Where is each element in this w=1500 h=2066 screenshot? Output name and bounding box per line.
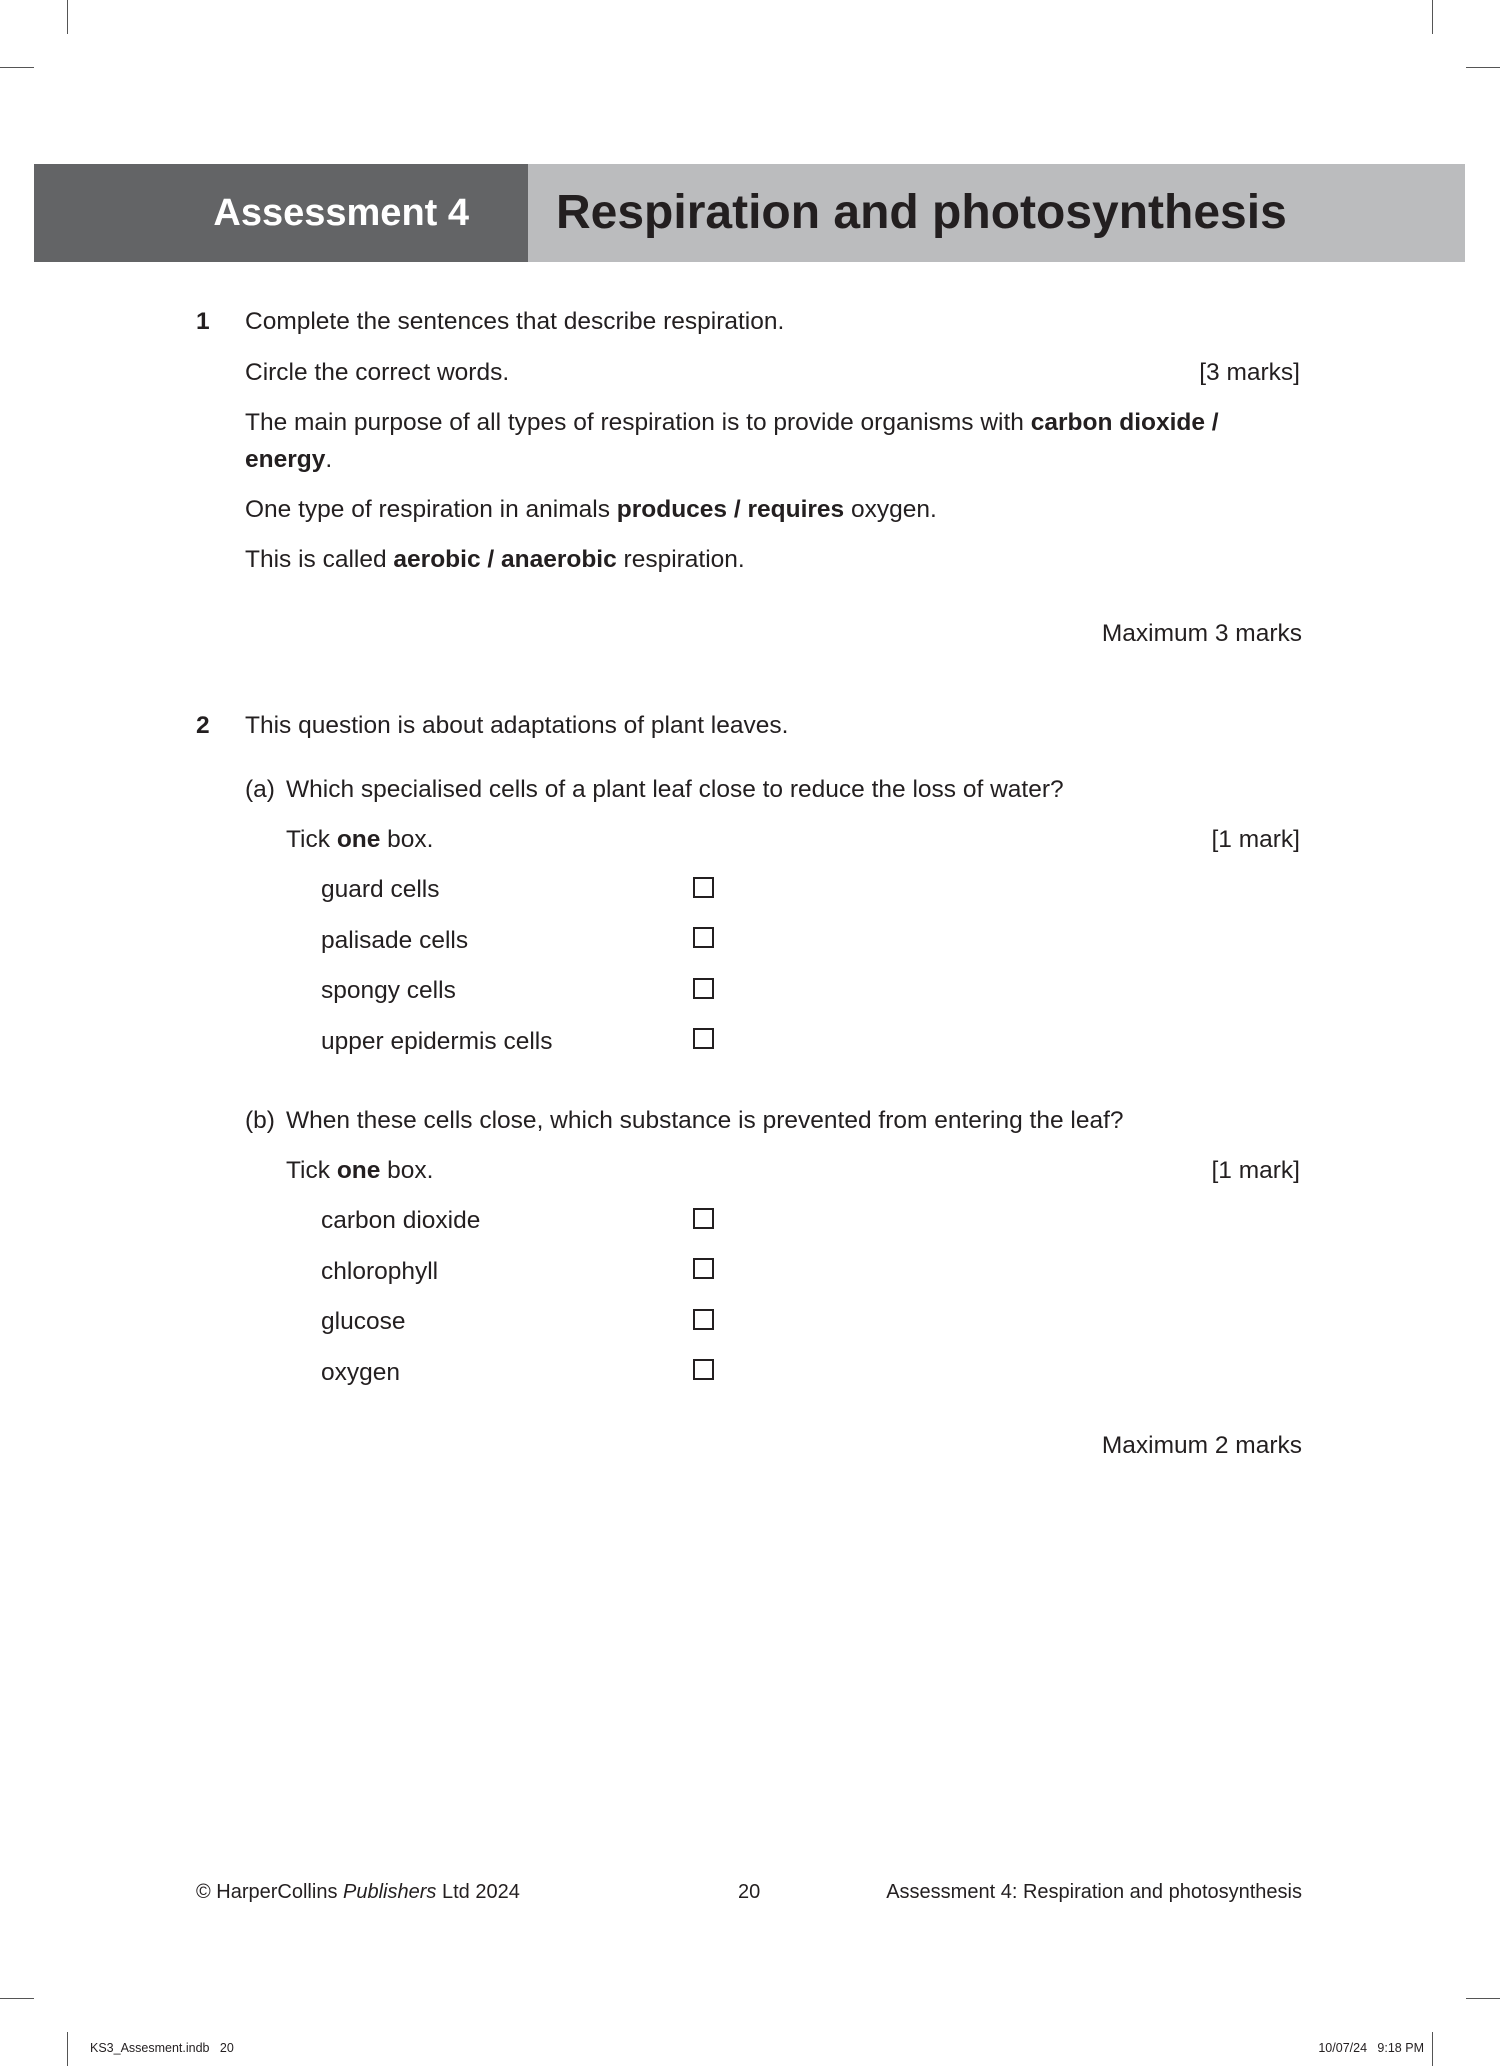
assessment-label: Assessment 4 xyxy=(213,192,469,234)
option-guard-cells: guard cells xyxy=(321,876,440,903)
instruction-text: box. xyxy=(380,826,434,853)
option-chlorophyll: chlorophyll xyxy=(321,1258,439,1285)
crop-mark xyxy=(0,67,34,68)
part-b-tick-instruction xyxy=(286,1155,434,1187)
slug-timestamp: 10/07/24 9:18 PM xyxy=(1318,2041,1424,2055)
assessment-header xyxy=(34,164,1465,262)
crop-mark xyxy=(67,2032,68,2066)
instruction-text: Tick xyxy=(286,826,337,853)
part-a-question: Which specialised cells of a plant leaf close to reduce the loss of water? xyxy=(286,776,1064,803)
part-a-label: (a) xyxy=(245,776,275,803)
part-b-marks: [1 mark] xyxy=(1211,1157,1300,1184)
option-carbon-dioxide: carbon dioxide xyxy=(321,1207,481,1234)
header-title-panel xyxy=(528,164,1465,262)
page-number: 20 xyxy=(738,1881,761,1903)
question-1-sentence-2 xyxy=(245,494,937,526)
slug-filename: KS3_Assesment.indb 20 xyxy=(90,2041,234,2055)
instruction-text: box. xyxy=(380,1157,434,1184)
option-spongy-cells: spongy cells xyxy=(321,977,456,1004)
answer-options-produces-requires[interactable]: produces / requires xyxy=(616,496,845,523)
header-label-panel xyxy=(34,164,528,262)
sentence-text: One type of respiration in animals xyxy=(245,496,617,523)
sentence-text: The main purpose of all types of respiration is to provide organisms with xyxy=(245,409,1031,436)
question-1-number: 1 xyxy=(196,308,210,335)
crop-mark xyxy=(1466,1998,1500,1999)
instruction-text: Tick xyxy=(286,1157,337,1184)
copyright-publishers: Publishers xyxy=(343,1881,437,1903)
answer-options-aerobic-anaerobic[interactable]: aerobic / anaerobic xyxy=(393,546,617,573)
question-1-maximum-marks: Maximum 3 marks xyxy=(1101,620,1302,647)
part-a-tick-instruction xyxy=(286,824,434,856)
part-b-label: (b) xyxy=(245,1107,275,1134)
option-palisade-cells: palisade cells xyxy=(321,927,469,954)
copyright-text: © HarperCollins xyxy=(196,1881,344,1903)
page-title: Respiration and photosynthesis xyxy=(556,186,1287,239)
question-2-number: 2 xyxy=(196,712,210,739)
crop-mark xyxy=(1432,0,1433,34)
checkbox-oxygen[interactable] xyxy=(693,1359,714,1380)
option-oxygen: oxygen xyxy=(321,1359,401,1386)
checkbox-palisade-cells[interactable] xyxy=(693,927,714,948)
option-glucose: glucose xyxy=(321,1308,406,1335)
part-b-question: When these cells close, which substance is prevented from entering the leaf? xyxy=(286,1107,1124,1134)
crop-mark xyxy=(67,0,68,34)
sentence-text: respiration. xyxy=(616,546,745,573)
sentence-text: This is called xyxy=(245,546,394,573)
checkbox-chlorophyll[interactable] xyxy=(693,1258,714,1279)
footer-running-title: Assessment 4: Respiration and photosynthesis xyxy=(886,1881,1302,1903)
question-1-instruction: Circle the correct words. xyxy=(245,359,510,386)
sentence-text: . xyxy=(325,446,333,473)
footer-copyright xyxy=(196,1879,520,1905)
part-a-marks: [1 mark] xyxy=(1211,826,1300,853)
question-1-intro: Complete the sentences that describe respiration. xyxy=(245,308,785,335)
checkbox-guard-cells[interactable] xyxy=(693,877,714,898)
crop-mark xyxy=(1466,67,1500,68)
question-1-sentence-3 xyxy=(245,544,745,576)
question-2-intro: This question is about adaptations of plant leaves. xyxy=(245,712,789,739)
question-1-sentence-1 xyxy=(245,407,1219,439)
instruction-emphasis: one xyxy=(336,1157,381,1184)
checkbox-upper-epidermis-cells[interactable] xyxy=(693,1028,714,1049)
answer-option-carbon-dioxide[interactable]: carbon dioxide / xyxy=(1030,409,1219,436)
checkbox-glucose[interactable] xyxy=(693,1309,714,1330)
answer-option-energy[interactable]: energy xyxy=(245,446,326,473)
question-2-maximum-marks: Maximum 2 marks xyxy=(1101,1432,1302,1459)
sentence-text: oxygen. xyxy=(844,496,937,523)
instruction-emphasis: one xyxy=(336,826,381,853)
checkbox-spongy-cells[interactable] xyxy=(693,978,714,999)
question-1-marks: [3 marks] xyxy=(1199,359,1300,386)
copyright-text: Ltd 2024 xyxy=(436,1881,520,1903)
crop-mark xyxy=(0,1998,34,1999)
checkbox-carbon-dioxide[interactable] xyxy=(693,1208,714,1229)
option-upper-epidermis-cells: upper epidermis cells xyxy=(321,1028,553,1055)
crop-mark xyxy=(1432,2032,1433,2066)
question-1-sentence-1-cont xyxy=(245,444,332,476)
